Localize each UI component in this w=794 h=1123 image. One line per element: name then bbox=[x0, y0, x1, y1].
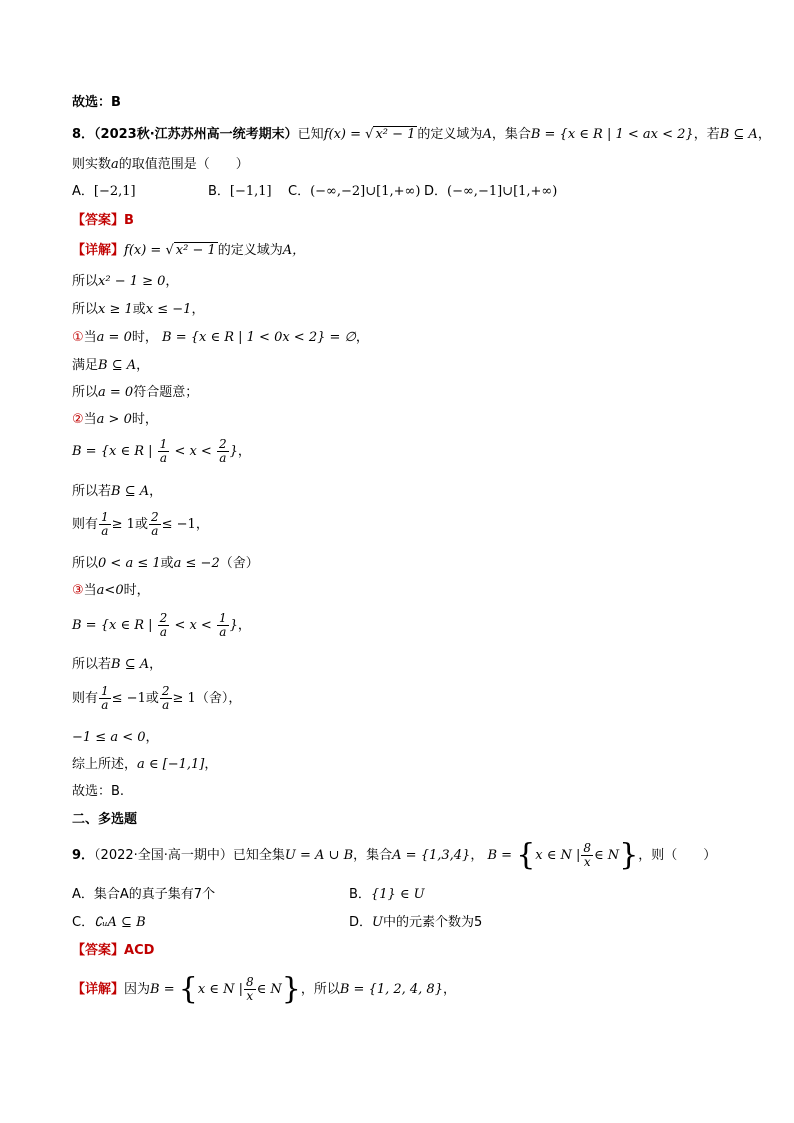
math: ≤ −1 bbox=[111, 691, 146, 706]
text: 的定义域为 bbox=[217, 243, 283, 258]
math: } bbox=[229, 618, 238, 633]
text: 所以 bbox=[72, 302, 99, 317]
text: ， bbox=[136, 358, 150, 373]
math: x ∈ N | bbox=[535, 848, 581, 863]
denominator: a bbox=[219, 451, 227, 465]
option-value: [−1,1] bbox=[229, 184, 272, 199]
question-source: （2023秋·江苏苏州高一统考期末） bbox=[94, 127, 298, 142]
math: B = bbox=[487, 848, 513, 863]
text: ，若 bbox=[693, 127, 720, 142]
option-label: B． bbox=[349, 887, 371, 902]
case-2-then bbox=[72, 511, 209, 539]
math: A， bbox=[282, 243, 306, 258]
option-b bbox=[208, 183, 272, 201]
text: 或 bbox=[145, 691, 159, 706]
answer-label: 【答案】 bbox=[72, 943, 125, 958]
fraction bbox=[99, 685, 111, 712]
option-a bbox=[72, 183, 136, 201]
sqrt-content: x² − 1 bbox=[175, 243, 216, 258]
denominator: x bbox=[583, 855, 591, 869]
numerator: 2 bbox=[159, 611, 168, 625]
text: 则有 bbox=[72, 691, 99, 706]
math: a = 0 bbox=[96, 330, 132, 345]
math: ∈ N bbox=[594, 848, 620, 863]
text: ，集合 bbox=[353, 848, 393, 863]
math: B = {1, 2, 4, 8} bbox=[339, 982, 443, 997]
text: ， bbox=[204, 757, 218, 772]
math: B = {x ∈ R | 1 < 0x < 2} = ∅ bbox=[162, 330, 356, 345]
option-a bbox=[72, 886, 215, 904]
denominator: a bbox=[159, 451, 168, 465]
option-text: 中的元素个数为5 bbox=[382, 915, 483, 930]
text: 或 bbox=[160, 556, 174, 571]
answer-label: 【答案】 bbox=[72, 213, 125, 228]
text: ， bbox=[237, 444, 251, 459]
case-1-conclusion bbox=[72, 384, 198, 402]
text: 所以若 bbox=[72, 657, 112, 672]
numerator: 8 bbox=[245, 975, 254, 989]
text: 时， bbox=[131, 330, 158, 345]
text: （舍） bbox=[219, 556, 259, 571]
text: 的取值范围是（ ） bbox=[118, 157, 249, 172]
summary bbox=[72, 756, 217, 774]
left-brace: { bbox=[516, 837, 536, 873]
case-2 bbox=[72, 411, 158, 429]
sqrt-sign: √ bbox=[165, 243, 174, 258]
text: ， bbox=[149, 484, 163, 499]
option-c bbox=[72, 914, 146, 932]
text: ， bbox=[191, 302, 205, 317]
math: B = {x ∈ R | bbox=[72, 444, 153, 459]
numerator: 1 bbox=[101, 510, 109, 524]
math: a ≤ −2 bbox=[173, 556, 220, 571]
text: 所以若 bbox=[72, 484, 112, 499]
question-number: 8． bbox=[72, 127, 95, 142]
text: 满足 bbox=[72, 358, 99, 373]
sqrt-content: x² − 1 bbox=[375, 127, 416, 142]
text: 的定义域为 bbox=[417, 127, 483, 142]
step-1 bbox=[72, 273, 178, 291]
text: 所以 bbox=[72, 385, 99, 400]
text: 已知 bbox=[297, 127, 324, 142]
math: B ⊆ A bbox=[719, 127, 758, 142]
math: < x < bbox=[174, 444, 212, 459]
final-answer-8 bbox=[72, 783, 124, 801]
question-number: 9． bbox=[72, 848, 95, 863]
right-brace: } bbox=[619, 837, 639, 873]
text: ，所以 bbox=[300, 982, 340, 997]
text: ， bbox=[237, 618, 251, 633]
option-label: A． bbox=[72, 887, 94, 902]
case-3 bbox=[72, 582, 150, 600]
numerator: 1 bbox=[159, 437, 168, 451]
option-label: A． bbox=[72, 184, 94, 199]
text: 或 bbox=[132, 302, 146, 317]
math: B = {x ∈ R | bbox=[72, 618, 153, 633]
case-3-result bbox=[72, 729, 159, 747]
math: A bbox=[482, 127, 492, 142]
case-marker: ② bbox=[72, 412, 84, 427]
detail-label: 【详解】 bbox=[72, 982, 125, 997]
denominator: a bbox=[159, 625, 168, 639]
fraction bbox=[244, 976, 256, 1003]
text: 故选：B bbox=[72, 95, 121, 110]
answer-value: ACD bbox=[124, 943, 155, 958]
question-source: （2022·全国·高一期中） bbox=[94, 848, 233, 863]
option-c bbox=[288, 183, 420, 201]
detail-label: 【详解】 bbox=[72, 243, 125, 258]
math: a = 0 bbox=[98, 385, 134, 400]
text: 则实数 bbox=[72, 157, 112, 172]
text: 已知全集 bbox=[232, 848, 285, 863]
math: ≥ 1 bbox=[111, 517, 135, 532]
fraction bbox=[160, 685, 172, 712]
math: < x < bbox=[174, 618, 212, 633]
math: f(x) = bbox=[323, 127, 361, 142]
option-value: [−2,1] bbox=[93, 184, 136, 199]
case-3-if bbox=[72, 656, 162, 674]
denominator: a bbox=[162, 698, 170, 712]
right-brace: } bbox=[281, 971, 301, 1007]
numerator: 8 bbox=[583, 841, 592, 855]
question-8-line-1 bbox=[72, 126, 771, 144]
math: a ∈ [−1,1] bbox=[137, 757, 205, 772]
math: U bbox=[372, 915, 383, 930]
math: B = {x ∈ R | 1 < ax < 2} bbox=[530, 127, 694, 142]
case-1-satisfy bbox=[72, 357, 149, 375]
answer-9 bbox=[72, 942, 154, 960]
option-d bbox=[349, 914, 482, 932]
denominator: a bbox=[151, 524, 159, 538]
math: x ≥ 1 bbox=[98, 302, 133, 317]
option-label: D． bbox=[424, 184, 448, 199]
case-3-set bbox=[72, 612, 251, 640]
denominator: x bbox=[246, 989, 254, 1003]
case-2-result bbox=[72, 555, 259, 573]
math: a bbox=[111, 157, 119, 172]
math: x ≤ −1 bbox=[145, 302, 192, 317]
text: ，集合 bbox=[491, 127, 531, 142]
option-d bbox=[424, 183, 557, 201]
text: 当 bbox=[83, 583, 97, 598]
answer-8 bbox=[72, 212, 134, 230]
text: 当 bbox=[83, 330, 97, 345]
option-text: {1} ∈ U bbox=[370, 887, 425, 902]
sqrt-sign: √ bbox=[365, 127, 374, 142]
section-heading bbox=[72, 811, 137, 829]
denominator: a bbox=[101, 524, 109, 538]
math: U = A ∪ B bbox=[284, 848, 354, 863]
text: ， bbox=[442, 982, 456, 997]
case-marker: ③ bbox=[72, 583, 84, 598]
math: B = bbox=[150, 982, 175, 997]
text: 因为 bbox=[124, 982, 151, 997]
denominator: a bbox=[219, 625, 227, 639]
text: ， bbox=[470, 848, 484, 863]
case-2-if bbox=[72, 483, 162, 501]
math: B ⊆ A bbox=[98, 358, 137, 373]
option-text: 集合A的真子集有7个 bbox=[93, 887, 216, 902]
text: ， bbox=[757, 127, 771, 142]
left-brace: { bbox=[178, 971, 198, 1007]
text: 则有 bbox=[72, 517, 99, 532]
text: 故选：B. bbox=[72, 784, 125, 799]
detail-8-intro bbox=[72, 242, 305, 260]
text: 当 bbox=[83, 412, 97, 427]
math: B ⊆ A bbox=[111, 484, 150, 499]
math: f(x) = bbox=[124, 243, 162, 258]
math: a > 0 bbox=[96, 412, 132, 427]
case-1 bbox=[72, 329, 369, 347]
fraction bbox=[158, 438, 170, 465]
question-9-line-1 bbox=[72, 837, 717, 873]
text: ，则（ ） bbox=[638, 848, 717, 863]
math: ≤ −1 bbox=[161, 517, 196, 532]
numerator: 2 bbox=[218, 437, 227, 451]
text: ， bbox=[145, 730, 159, 745]
answer-choice-line bbox=[72, 94, 121, 112]
fraction bbox=[149, 511, 161, 538]
text: （舍）， bbox=[195, 691, 242, 706]
question-8-line-2 bbox=[72, 156, 249, 174]
numerator: 1 bbox=[218, 611, 227, 625]
fraction bbox=[217, 438, 229, 465]
text: ， bbox=[149, 657, 163, 672]
option-label: B． bbox=[208, 184, 230, 199]
math: B ⊆ A bbox=[111, 657, 150, 672]
case-marker: ① bbox=[72, 330, 84, 345]
text: ， bbox=[195, 517, 209, 532]
numerator: 2 bbox=[161, 684, 170, 698]
case-3-then bbox=[72, 685, 241, 713]
option-label: D． bbox=[349, 915, 373, 930]
text: ， bbox=[165, 274, 179, 289]
numerator: 2 bbox=[150, 510, 159, 524]
math: −1 ≤ a < 0 bbox=[72, 730, 146, 745]
numerator: 1 bbox=[101, 684, 109, 698]
math: ≥ 1 bbox=[172, 691, 196, 706]
answer-value: B bbox=[124, 213, 134, 228]
text: 所以 bbox=[72, 556, 99, 571]
math: x² − 1 ≥ 0 bbox=[98, 274, 166, 289]
math: ∈ N bbox=[256, 982, 282, 997]
math: x ∈ N | bbox=[197, 982, 243, 997]
math: A = {1,3,4} bbox=[392, 848, 471, 863]
math: a<0 bbox=[96, 583, 124, 598]
option-text: ∁ᵤA ⊆ B bbox=[94, 915, 146, 930]
text: ， bbox=[355, 330, 369, 345]
math: 0 < a ≤ 1 bbox=[98, 556, 161, 571]
detail-9 bbox=[72, 971, 456, 1007]
denominator: a bbox=[101, 698, 109, 712]
option-label: C． bbox=[72, 915, 95, 930]
case-2-set bbox=[72, 438, 251, 466]
math: } bbox=[229, 444, 238, 459]
option-value: (−∞,−1]∪[1,+∞) bbox=[447, 184, 558, 199]
heading-text: 二、多选题 bbox=[72, 812, 138, 827]
text: 时， bbox=[131, 412, 158, 427]
text: 时， bbox=[123, 583, 150, 598]
fraction bbox=[158, 612, 170, 639]
fraction bbox=[99, 511, 111, 538]
step-2 bbox=[72, 301, 204, 319]
option-value: (−∞,−2]∪[1,+∞) bbox=[310, 184, 421, 199]
text: 符合题意； bbox=[133, 385, 199, 400]
text: 综上所述， bbox=[72, 757, 138, 772]
fraction bbox=[217, 612, 229, 639]
text: 所以 bbox=[72, 274, 99, 289]
fraction bbox=[581, 842, 593, 869]
option-b bbox=[349, 886, 425, 904]
text: 或 bbox=[134, 517, 148, 532]
option-label: C． bbox=[288, 184, 311, 199]
